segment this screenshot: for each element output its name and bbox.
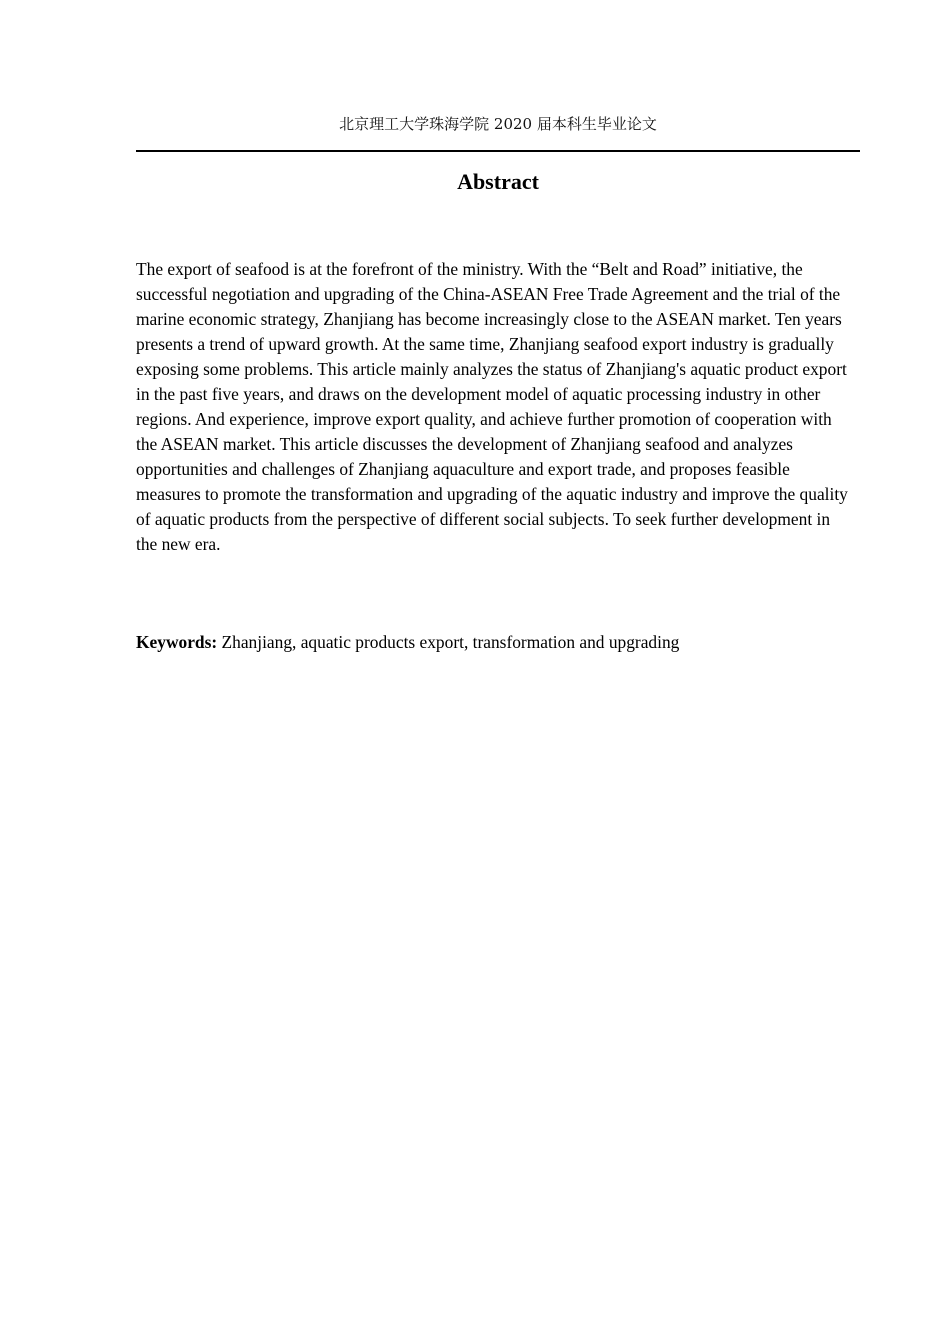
abstract-body: The export of seafood is at the forefront of the ministry. With the “Belt and Road” initiative, the successful negotiation and upgrading of the China-ASEAN Free Trade Agreement and the trial of the marine economic strategy, Zhanjiang has become increasingly close to the ASEAN market. Ten years presents a trend of upward growth. At the same time, Zhanjiang seafood export industry is gradually exposing some problems. This article mainly analyzes the status of Zhanjiang's aquatic product export in the past five years, and draws on the development model of aquatic processing industry in other regions. And experience, improve export quality, and achieve further promotion of cooperation with the ASEAN market. This article discusses the development of Zhanjiang seafood and analyzes opportunities and challenges of Zhanjiang aquaculture and export trade, and proposes feasible measures to promote the transformation and upgrading of the aquatic industry and improve the quality of aquatic products from the perspective of different social subjects. To seek further development in the new era.	[136, 259, 848, 554]
keywords-line	[136, 630, 852, 655]
page-header: 北京理工大学珠海学院 2020 届本科生毕业论文	[339, 115, 657, 133]
header-divider	[136, 150, 860, 152]
keywords-label: Keywords:	[136, 632, 218, 652]
keywords-text: Zhanjiang, aquatic products export, transformation and upgrading	[221, 632, 680, 652]
abstract-title: Abstract	[457, 169, 539, 194]
